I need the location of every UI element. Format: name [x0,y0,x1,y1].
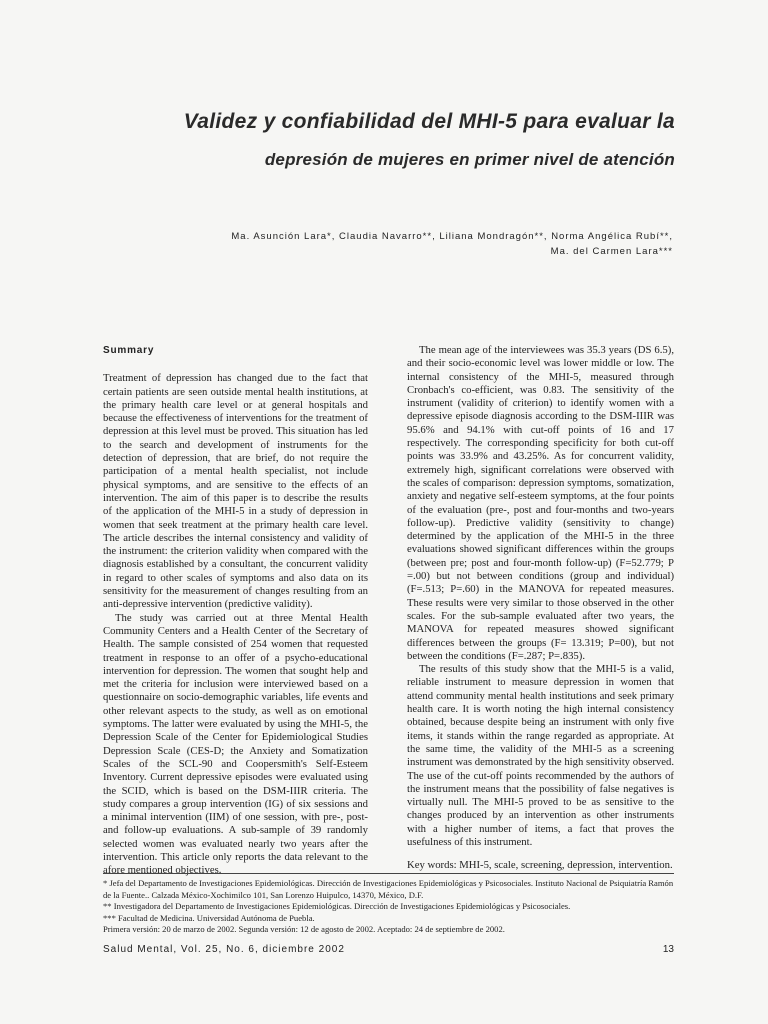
footnote-1: * Jefa del Departamento de Investigaciones Epidemiológicas. Dirección de Investigaciones Epidemiológicas y Psicosociales. Instituto Nacional de Psiquiatría Ramón de la Fuente.. Calzada México-Xochimilco 101, San Lorenzo Huipulco, 14370, México, D.F. [103,878,674,900]
authors [153,229,673,259]
page-number: 13 [662,944,674,955]
page-footer [103,944,674,955]
authors-line-2: Ma. del Carmen Lara*** [550,246,673,257]
left-column [103,344,368,878]
footnote-3: *** Facultad de Medicina. Universidad Autónoma de Puebla. [103,912,315,923]
conclusion-paragraph: The results of this study show that the MHI-5 is a valid, reliable instrument to measure depression in women that attend community mental health institutions and seek primary health care. It is worth noting the high internal consistency obtained, because despite being an instrument with only five items, it stands within the range regarded as appropriate. At the same time, the validity of the MHI-5 as a screening instrument was demonstrated by the high sensitivity observed. The use of the cut-off points recommended by the authors of the instrument means that the possibility of false negatives is virtually null. The MHI-5 proved to be as sensitive to the changes produced by an intervention as other instruments with a higher number of items, a fact that proves the usefulness of this instrument. [407,663,674,848]
footnotes [103,878,674,936]
right-column [407,344,674,873]
summary-paragraph-1: Treatment of depression has changed due to the fact that certain patients are seen outside mental health institutions, at the primary health care level or at general hospitals and because the effectiveness of interventions for the treatment of depression at this level must be proved. This situation has led to the search and development of instruments for the detection of depression, that are brief, do not require the participation of a mental health specialist, not include physical symptoms, and are sensitive to the effects of an intervention. The aim of this paper is to describe the results of the application of the MHI-5 in a study of depression in women that seek treatment at the primary health care level. The article describes the internal consistency and validity of the instrument: the criterion validity when compared with the diagnosis established by a consultant, the concurrent validity in regard to other scales of symptoms and also data on its sensitivity for the measurement of changes resulting from an anti-depressive intervention (predictive validity). [103,372,368,611]
keywords: Key words: MHI-5, scale, screening, depression, intervention. [407,859,673,872]
journal-citation: Salud Mental, Vol. 25, No. 6, diciembre 2002 [103,944,345,955]
footnote-divider [103,873,674,874]
results-paragraph: The mean age of the interviewees was 35.3 years (DS 6.5), and their socio-economic level was lower middle or low. The internal consistency of the MHI-5, measured through Cronbach's co-efficient, was 0.83. The sensitivity of the instrument (validity of criterion) to identify women with a depressive episode diagnosis according to the DSM-IIIR was 95.6% and 94.1% with cut-off points of 16 and 17 respectively. The corresponding specificity for both cut-off points was 33.9% and 43.25%. As for concurrent validity, extremely high, significant correlations were observed with the scales of comparison: depression symptoms, somatization, anxiety and negative self-esteem symptoms, at the four points of the evaluation (pre-, post and four-months and two-years follow-up). Predictive validity (sensitivity to change) determined by the application of the MHI-5 in the three evaluations showed significant differences within the groups (between pre; post and four-month follow-up) (F=52.779; P =.00) but not between conditions (group and individual) (F=.513; P=.60) in the MANOVA for repeated measures. These results were very similar to those observed in the other scales. For the sub-sample evaluated after two years, the MANOVA for repeated measures showed significant differences between the groups (F= 13.319; P=00), but not between the conditions (F=.287; P=.835). [407,344,674,662]
article-title-line-1: Validez y confiabilidad del MHI-5 para evaluar la [183,110,675,133]
authors-line-1: Ma. Asunción Lara*, Claudia Navarro**, Liliana Mondragón**, Norma Angélica Rubí**, [231,231,673,242]
footnote-2: ** Investigadora del Departamento de Investigaciones Epidemiológicas. Dirección de Investigaciones Epidemiológicas y Psicosociales. [103,901,571,912]
summary-heading: Summary [103,345,155,356]
submission-dates: Primera versión: 20 de marzo de 2002. Segunda versión: 12 de agosto de 2002. Aceptado: 24 de septiembre de 2002. [103,924,505,935]
summary-paragraph-2: The study was carried out at three Mental Health Community Centers and a Health Center of the Secretary of Health. The sample consisted of 254 women that requested treatment in response to an offer of a psycho-educational intervention for depression. The women that sought help and met the criteria for inclusion were interviewed based on a questionnaire on socio-demographic variables, life events and other relevant aspects to the study, as well as on emotional symptoms. The latter were evaluated by using the MHI-5, the Depression Scale of the Center for Epidemiological Studies Depression Scale (CES-D; the Anxiety and Somatization Scales of the SCL-90 and Coopersmith's Self-Esteem Inventory. Current depressive episodes were evaluated using the SCID, which is based on the DSM-IIIR criteria. The study compares a group intervention (IG) of six sessions and a minimal intervention (IIM) of one session, with pre-, post- and follow-up evaluations. A sub-sample of 39 randomly selected women was evaluated nearly two years after the intervention. This article only reports the data relevant to the afore mentioned objectives. [103,611,368,877]
article-title-line-2: depresión de mujeres en primer nivel de atención [264,150,675,169]
